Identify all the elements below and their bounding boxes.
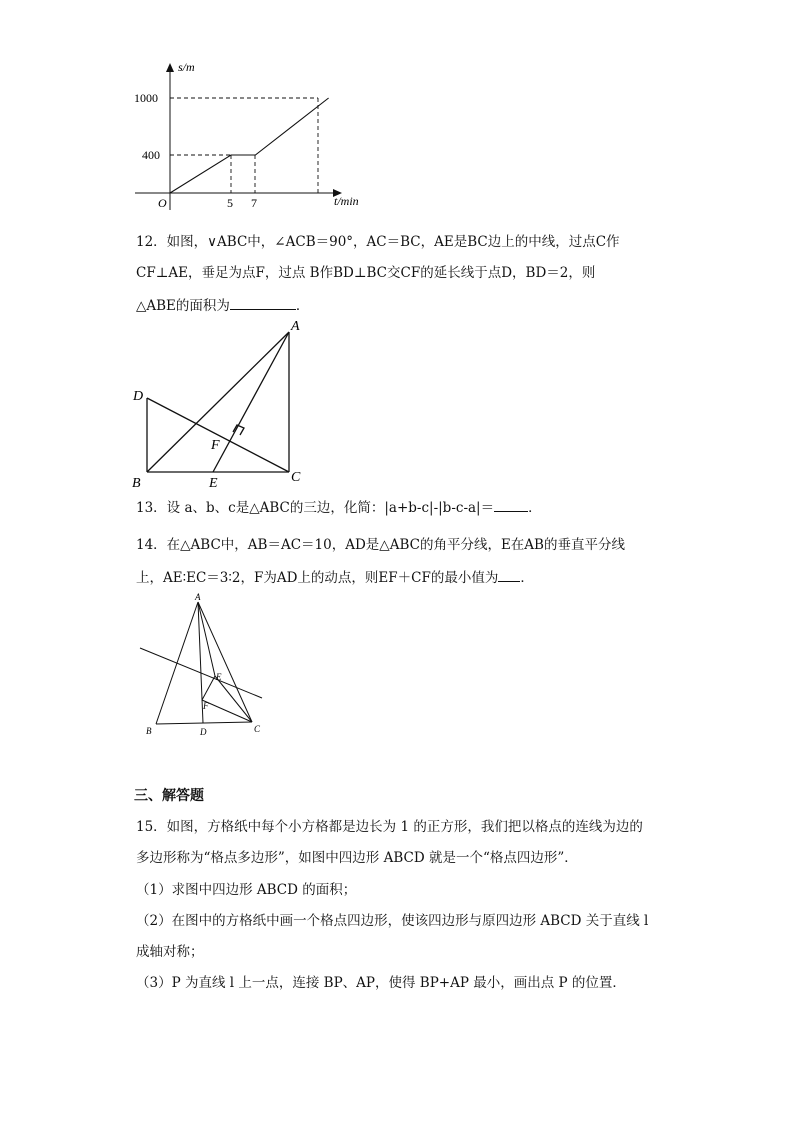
segment-AE — [213, 332, 289, 472]
q15-line2: 多边形称为“格点多边形”，如图中四边形 ABCD 就是一个“格点四边形”． — [136, 850, 578, 866]
label-D: D — [133, 389, 144, 404]
origin-label: O — [158, 196, 167, 210]
label-E: E — [209, 476, 218, 490]
q12-line3-end: ． — [295, 298, 310, 314]
label-F: F — [211, 438, 220, 453]
segment-FC — [202, 700, 252, 722]
q12-line3-text: △ABE的面积为 — [136, 298, 230, 314]
x-axis-label: t/min — [334, 194, 359, 208]
right-angle-mark — [233, 425, 244, 435]
label-E: E — [216, 672, 222, 682]
y-tick-400: 400 — [142, 148, 160, 162]
segment-EF — [202, 676, 215, 700]
distance-time-graph — [120, 55, 380, 215]
label-C: C — [254, 724, 261, 734]
label-A: A — [291, 319, 300, 334]
q13-line — [136, 497, 542, 518]
segment-DC — [147, 398, 289, 472]
segment-BC — [156, 722, 252, 724]
q14-line2-text: 上，AE∶EC＝3∶2，F为AD上的动点，则EF＋CF的最小值为 — [136, 570, 499, 586]
q15-line1: 15．如图，方格纸中每个小方格都是边长为 1 的正方形，我们把以格点的连线为边的 — [136, 819, 643, 835]
label-A: A — [195, 592, 201, 602]
label-F: F — [203, 701, 209, 711]
y-axis-label: s/m — [178, 60, 195, 74]
q13-end: ． — [528, 500, 542, 516]
perpendicular-bisector — [140, 648, 262, 698]
q13-answer-blank[interactable] — [494, 497, 528, 512]
q14-line2-end: ． — [520, 570, 534, 586]
q15-item2-line2: 成轴对称； — [136, 944, 204, 960]
q15-item2-line1: （2）在图中的方格纸中画一个格点四边形，使该四边形与原四边形 ABCD 关于直线 l — [136, 913, 649, 929]
segment-EC — [215, 676, 252, 722]
q13-text: 13．设 a、b、c是△ABC的三边，化简：|a+b-c|-|b-c-a|＝ — [136, 500, 495, 516]
q14-answer-blank[interactable] — [498, 567, 520, 582]
q12-line1: 12．如图，∨ABC中，∠ACB＝90°，AC＝BC，AE是BC边上的中线，过点C作 — [136, 234, 620, 250]
q14-figure — [134, 590, 274, 740]
x-tick-5: 5 — [227, 196, 233, 210]
label-B: B — [146, 726, 152, 736]
distance-line — [170, 98, 329, 193]
q12-figure — [128, 318, 308, 490]
y-tick-1000: 1000 — [134, 91, 158, 105]
q15-item3: （3）P 为直线 l 上一点，连接 BP、AP，使得 BP+AP 最小，画出点 P 的位置． — [136, 975, 626, 991]
q15-item1: （1）求图中四边形 ABCD 的面积； — [136, 882, 357, 898]
q14-line2 — [136, 567, 534, 588]
q12-line2: CF⊥AE，垂足为点F，过点 B作BD⊥BC交CF的延长线于点D，BD＝2，则 — [136, 265, 596, 281]
q14-line1: 14．在△ABC中，AB＝AC＝10，AD是△ABC的角平分线，E在AB的垂直平分线 — [136, 537, 625, 553]
y-axis-arrow — [166, 63, 174, 72]
q12-line3 — [136, 295, 309, 316]
q12-answer-blank[interactable] — [230, 295, 296, 310]
label-D: D — [200, 727, 207, 737]
label-C: C — [291, 470, 301, 485]
label-B: B — [132, 476, 141, 490]
section-heading: 三、解答题 — [134, 788, 204, 804]
x-tick-7: 7 — [251, 196, 257, 210]
